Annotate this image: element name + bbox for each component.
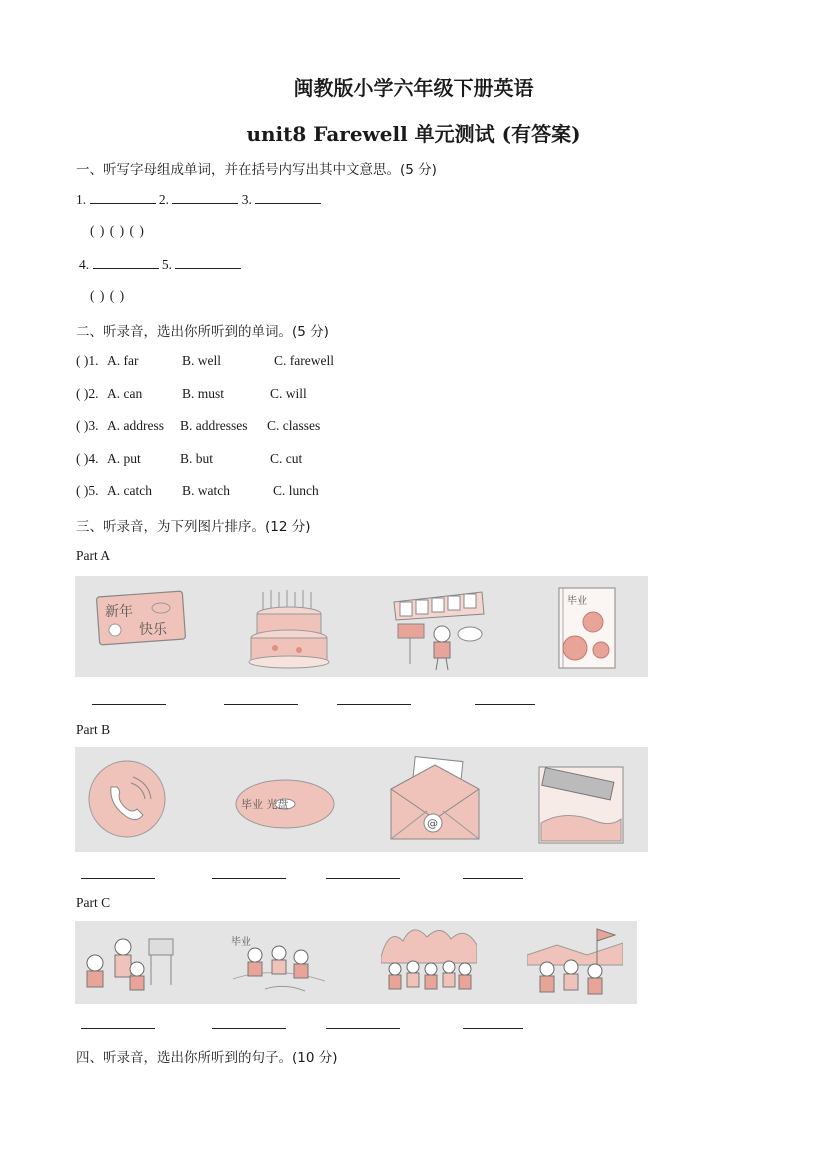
order-blank[interactable] xyxy=(92,704,166,705)
section1-paren-row1 xyxy=(90,223,144,239)
graduation-book-picture xyxy=(555,584,621,672)
order-blank[interactable] xyxy=(326,1028,400,1029)
order-blank[interactable] xyxy=(463,878,523,879)
email-envelope-picture xyxy=(387,755,483,845)
order-blank[interactable] xyxy=(81,1028,155,1029)
choice-row xyxy=(76,353,334,369)
birthday-cake-picture xyxy=(247,586,333,670)
order-blank[interactable] xyxy=(463,1028,523,1029)
option-a[interactable]: A. far xyxy=(107,353,139,368)
part-c-label: Part C xyxy=(76,895,111,910)
page-title: 闽教版小学六年级下册英语 xyxy=(293,76,534,100)
card-text-1: 新年 xyxy=(105,604,133,620)
order-blank[interactable] xyxy=(475,704,535,705)
option-b[interactable]: B. but xyxy=(180,451,214,466)
option-a[interactable]: A. address xyxy=(107,418,164,433)
order-blank[interactable] xyxy=(337,704,411,705)
order-blank[interactable] xyxy=(212,1028,286,1029)
answer-blank[interactable] xyxy=(255,191,321,204)
option-b[interactable]: B. well xyxy=(182,353,221,368)
part-a-pictures xyxy=(75,576,648,677)
group-trees-picture xyxy=(381,921,477,1001)
order-blank[interactable] xyxy=(81,878,155,879)
part-a-label: Part A xyxy=(76,548,111,563)
meaning-paren[interactable]: ( ) xyxy=(90,288,105,303)
card-text-2: 快乐 xyxy=(139,622,167,638)
choice-row xyxy=(76,483,319,499)
section1-row2 xyxy=(79,256,241,273)
choice-row xyxy=(76,418,321,434)
classroom-scene-picture xyxy=(79,929,179,1001)
choice-number[interactable]: ( )2. xyxy=(76,386,99,401)
order-blank[interactable] xyxy=(212,878,286,879)
section2-heading: 二、听录音，选出你所听到的单词。(5 分) xyxy=(76,324,329,340)
choice-row xyxy=(76,451,303,467)
item-number: 4. xyxy=(79,257,90,272)
choice-number[interactable]: ( )5. xyxy=(76,483,99,498)
meaning-paren[interactable]: ( ) xyxy=(109,288,125,303)
page-subtitle: unit8 Farewell 单元测试 (有答案) xyxy=(246,122,581,146)
meaning-paren[interactable]: ( ) xyxy=(109,223,125,238)
part-b-label: Part B xyxy=(76,722,111,737)
choice-number[interactable]: ( )1. xyxy=(76,353,99,368)
option-c[interactable]: C. lunch xyxy=(273,483,319,498)
option-a[interactable]: A. can xyxy=(107,386,143,401)
book-text: 毕业 xyxy=(567,596,587,607)
section3-heading: 三、听录音，为下列图片排序。(12 分) xyxy=(76,519,311,535)
option-b[interactable]: B. addresses xyxy=(180,418,248,433)
disc-text: 毕业 光盘 xyxy=(241,798,289,811)
item-number: 2. xyxy=(158,192,169,207)
answer-blank[interactable] xyxy=(90,191,156,204)
item-number: 3. xyxy=(241,192,252,207)
photo-board-picture xyxy=(535,761,627,849)
telephone-picture xyxy=(87,757,167,841)
option-c[interactable]: C. classes xyxy=(267,418,321,433)
option-a[interactable]: A. catch xyxy=(107,483,152,498)
part-b-pictures xyxy=(75,747,648,852)
section1-heading: 一、听写字母组成单词，并在括号内写出其中文意思。(5 分) xyxy=(76,162,437,178)
option-b[interactable]: B. watch xyxy=(182,483,230,498)
section1-row1 xyxy=(76,191,321,208)
svg-text:毕业: 毕业 xyxy=(231,937,251,948)
part-c-pictures xyxy=(75,921,637,1004)
svg-text:@: @ xyxy=(427,817,438,830)
option-b[interactable]: B. must xyxy=(182,386,225,401)
section1-paren-row2 xyxy=(90,288,124,304)
item-number: 1. xyxy=(76,192,87,207)
kids-flags-picture xyxy=(225,929,335,1001)
kids-walking-picture xyxy=(527,925,623,1001)
farewell-banner-picture xyxy=(390,584,490,672)
graduation-disc-picture xyxy=(233,777,337,831)
option-c[interactable]: C. farewell xyxy=(274,353,334,368)
new-year-card-picture xyxy=(95,590,187,646)
meaning-paren[interactable]: ( ) xyxy=(129,223,144,238)
answer-blank[interactable] xyxy=(93,256,159,269)
option-a[interactable]: A. put xyxy=(107,451,141,466)
choice-number[interactable]: ( )4. xyxy=(76,451,99,466)
section4-heading: 四、听录音，选出你所听到的句子。(10 分) xyxy=(76,1050,338,1066)
meaning-paren[interactable]: ( ) xyxy=(90,223,105,238)
option-c[interactable]: C. will xyxy=(270,386,307,401)
choice-row xyxy=(76,386,307,402)
order-blank[interactable] xyxy=(326,878,400,879)
answer-blank[interactable] xyxy=(175,256,241,269)
item-number: 5. xyxy=(161,257,172,272)
choice-number[interactable]: ( )3. xyxy=(76,418,99,433)
order-blank[interactable] xyxy=(224,704,298,705)
answer-blank[interactable] xyxy=(172,191,238,204)
option-c[interactable]: C. cut xyxy=(270,451,303,466)
